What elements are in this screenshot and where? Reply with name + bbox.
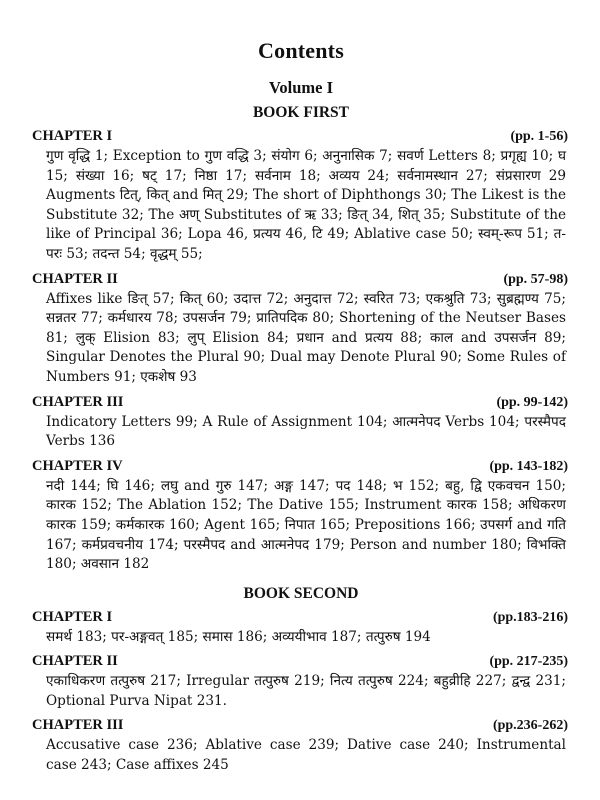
- page-range: (pp.236-262): [492, 718, 568, 734]
- chapter-section: [32, 653, 570, 711]
- chapter-section: [32, 458, 570, 575]
- chapter-section: [32, 271, 570, 388]
- page-title: Contents: [258, 38, 344, 63]
- page-range: (pp. 143-182): [489, 458, 568, 474]
- chapter-entries: Accusative case 236; Ablative case 239; Dative case 240; Instrumental case 243; Case affixes 245: [46, 737, 566, 774]
- chapter-label: CHAPTER IV: [32, 457, 123, 474]
- chapter-label: CHAPTER II: [32, 653, 118, 670]
- page-range: (pp. 217-235): [489, 654, 568, 670]
- chapter-label: CHAPTER III: [32, 717, 124, 734]
- chapter-entries: Affixes like ङित् 57; कित् 60; उदात्त 72; अनुदात्त 72; स्वरित 73; एकश्रुति 73; सुब्रह्मण्य 75; सन्नतर 77; कर्मधारय 78; उपसर्जन 79; प्रातिपदिक 80; Shortening of the Neutser Bases 81; लुक् Elision 83; लुप् Elision 84; प्रधान and प्रत्यय 88; काल and उपसर्जन 89; Singular Denotes the Plural 90; Dual may Denote Plural 90; Some Rules of Numbers 91; एकशेष 93: [46, 290, 566, 385]
- chapter-label: CHAPTER II: [32, 270, 118, 287]
- chapter-section: [32, 717, 570, 775]
- chapter-section: [32, 394, 570, 452]
- chapter-label: CHAPTER III: [32, 393, 124, 410]
- chapter-label: CHAPTER I: [32, 128, 113, 144]
- page-range: (pp. 1-56): [510, 129, 568, 144]
- volume-heading: Volume I: [268, 78, 334, 97]
- page-range: (pp.183-216): [492, 609, 568, 625]
- chapter-entries: एकाधिकरण तत्पुरुष 217; Irregular तत्पुरुष 219; नित्य तत्पुरुष 224; बहुव्रीहि 227; द्वन्द्व 231; Optional Purva Nipat 231.: [46, 673, 566, 709]
- chapter-entries: नदी 144; घि 146; लघु and गुरु 147; अङ्ग 147; पद 148; भ 152; बहु, द्वि एकवचन 150; कारक 152; The Ablation 152; The Dative 155; Instrument कारक 158; अधिकरण कारक 159; कर्मकारक 160; Agent 165; निपात 165; Prepositions 166; उपसर्ग and गति 167; कर्मप्रवचनीय 174; परस्मैपद and आत्मनेपद 179; Person and number 180; विभक्ति 180; अवसान 182: [46, 477, 566, 573]
- chapter-section: [32, 128, 570, 265]
- page-range: (pp. 99-142): [496, 394, 568, 410]
- chapter-entries: Indicatory Letters 99; A Rule of Assignment 104; आत्मनेपद Verbs 104; परस्मैपद Verbs 136: [46, 413, 566, 450]
- chapter-label: CHAPTER I: [32, 608, 113, 625]
- chapter-section: [32, 609, 570, 648]
- book-heading-second: BOOK SECOND: [243, 584, 359, 602]
- chapter-entries: गुण वृद्धि 1; Exception to गुण वद्धि 3; संयोग 6; अनुनासिक 7; सवर्ण Letters 8; प्रगृह्य 10; घ 15; संख्या 16; षट् 17; निष्ठा 17; सर्वनाम 18; अव्यय 24; सर्वनामस्थान 27; संप्रसारण 29 Augments टित्, कित् and मित् 29; The short of Diphthongs 30; The Likest is the Substitute 32; The अण् Substitutes of ऋ 33; ङित् 34, शित् 35; Substitute of the like of Principal 36; Lopa 46, प्रत्यय 46, टि 49; Ablative case 50; स्वम्-रूप 51; त-परः 53; तदन्त 54; वृद्धम् 55;: [46, 148, 566, 262]
- page-range: (pp. 57-98): [503, 271, 568, 287]
- chapter-entries: समर्थ 183; पर-अङ्गवत् 185; समास 186; अव्ययीभाव 187; तत्पुरुष 194: [46, 628, 431, 645]
- book-heading-first: BOOK FIRST: [252, 104, 350, 121]
